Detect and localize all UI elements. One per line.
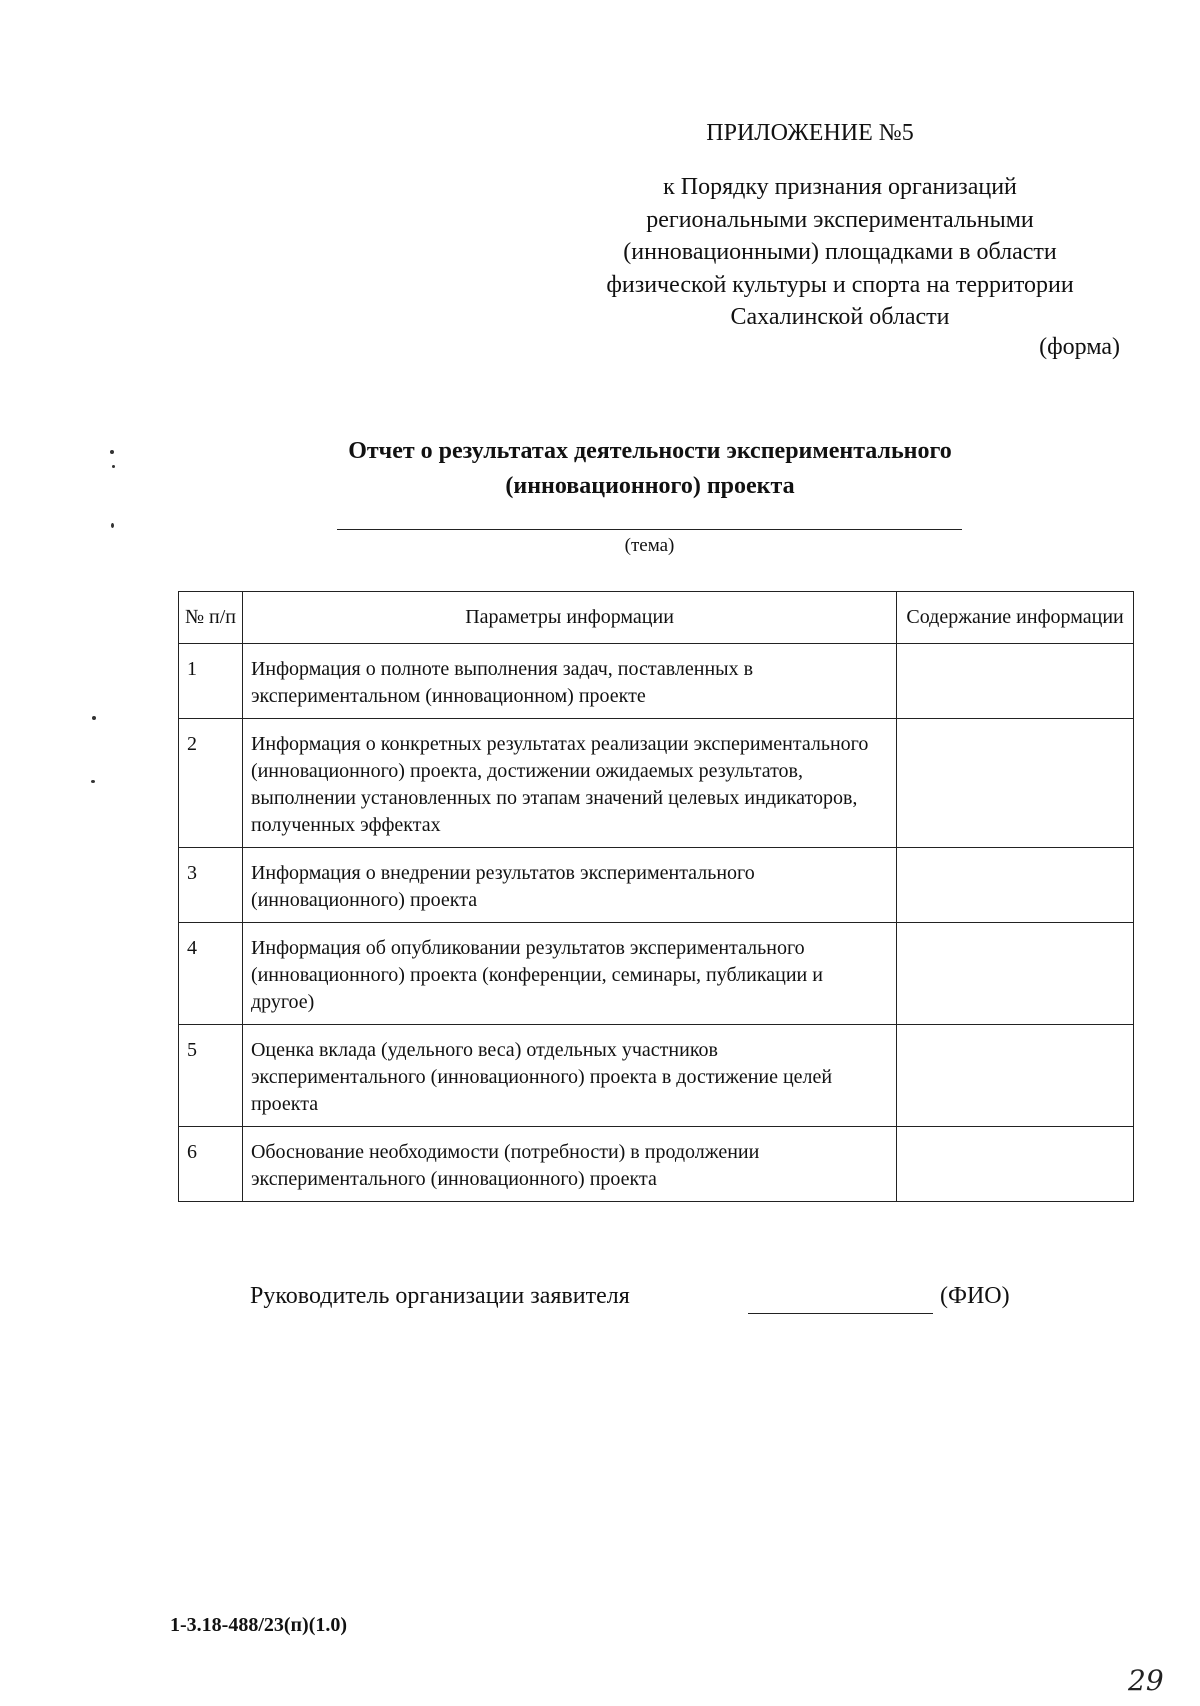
appendix-line: Сахалинской области bbox=[730, 304, 950, 330]
signature-label: Руководитель организации заявителя bbox=[250, 1283, 630, 1309]
appendix-line: региональными экспериментальными bbox=[646, 206, 1034, 233]
scan-speck bbox=[110, 450, 114, 454]
row-num: 2 bbox=[179, 719, 243, 848]
header-content: Содержание информации bbox=[897, 592, 1134, 644]
table-header-row bbox=[179, 592, 1134, 644]
row-num: 3 bbox=[179, 848, 243, 923]
appendix-reference bbox=[560, 171, 1120, 334]
row-num: 1 bbox=[179, 644, 243, 719]
scan-speck bbox=[91, 780, 95, 783]
table-row bbox=[179, 923, 1134, 1025]
row-num: 4 bbox=[179, 923, 243, 1025]
row-param: Оценка вклада (удельного веса) отдельных участников экспериментального (инновационного) проекта в достижение целей проекта bbox=[242, 1025, 896, 1127]
form-note: (форма) bbox=[1039, 333, 1120, 360]
report-title-line: (инновационного) проекта bbox=[505, 473, 795, 499]
handwritten-page-number: 29 bbox=[1128, 1664, 1164, 1697]
header-num: № п/п bbox=[179, 592, 243, 644]
scan-speck bbox=[92, 716, 96, 720]
table-row bbox=[179, 719, 1134, 848]
document-code: 1-3.18-488/23(п)(1.0) bbox=[170, 1614, 348, 1636]
row-param: Информация о конкретных результатах реализации экспериментального (инновационного) проекта, достижении ожидаемых результатов, выполнении установленных по этапам значений целевых индикаторов, полученных эффектах bbox=[242, 719, 896, 848]
row-content bbox=[897, 1025, 1134, 1127]
table-row bbox=[179, 1025, 1134, 1127]
row-num: 5 bbox=[179, 1025, 243, 1127]
table-row bbox=[179, 1127, 1134, 1202]
appendix-line: к Порядку признания организаций bbox=[663, 174, 1017, 200]
signature-line bbox=[748, 1313, 933, 1314]
appendix-header bbox=[560, 120, 1120, 361]
row-content bbox=[897, 923, 1134, 1025]
table-row bbox=[179, 644, 1134, 719]
row-param: Информация о внедрении результатов экспериментального (инновационного) проекта bbox=[242, 848, 896, 923]
row-content bbox=[897, 719, 1134, 848]
table-row bbox=[179, 848, 1134, 923]
report-title bbox=[200, 434, 1100, 504]
row-content bbox=[897, 1127, 1134, 1202]
row-content bbox=[897, 644, 1134, 719]
header-param: Параметры информации bbox=[242, 592, 896, 644]
scan-speck bbox=[112, 465, 115, 468]
row-param: Информация о полноте выполнения задач, поставленных в экспериментальном (инновационном) проекте bbox=[242, 644, 896, 719]
topic-label: (тема) bbox=[624, 535, 675, 556]
topic-fill-line bbox=[337, 529, 962, 530]
appendix-line: (инновационными) площадками в области bbox=[623, 239, 1057, 265]
row-num: 6 bbox=[179, 1127, 243, 1202]
scan-speck bbox=[111, 523, 114, 528]
signature-fio: (ФИО) bbox=[940, 1283, 1010, 1309]
report-table bbox=[178, 591, 1134, 1202]
row-param: Обоснование необходимости (потребности) в продолжении экспериментального (инновационного) проекта bbox=[242, 1127, 896, 1202]
appendix-title: ПРИЛОЖЕНИЕ №5 bbox=[706, 120, 914, 146]
row-param: Информация об опубликовании результатов экспериментального (инновационного) проекта (конференции, семинары, публикации и другое) bbox=[242, 923, 896, 1025]
report-title-line: Отчет о результатах деятельности экспериментального bbox=[348, 438, 952, 464]
row-content bbox=[897, 848, 1134, 923]
appendix-line: физической культуры и спорта на территории bbox=[606, 271, 1074, 298]
